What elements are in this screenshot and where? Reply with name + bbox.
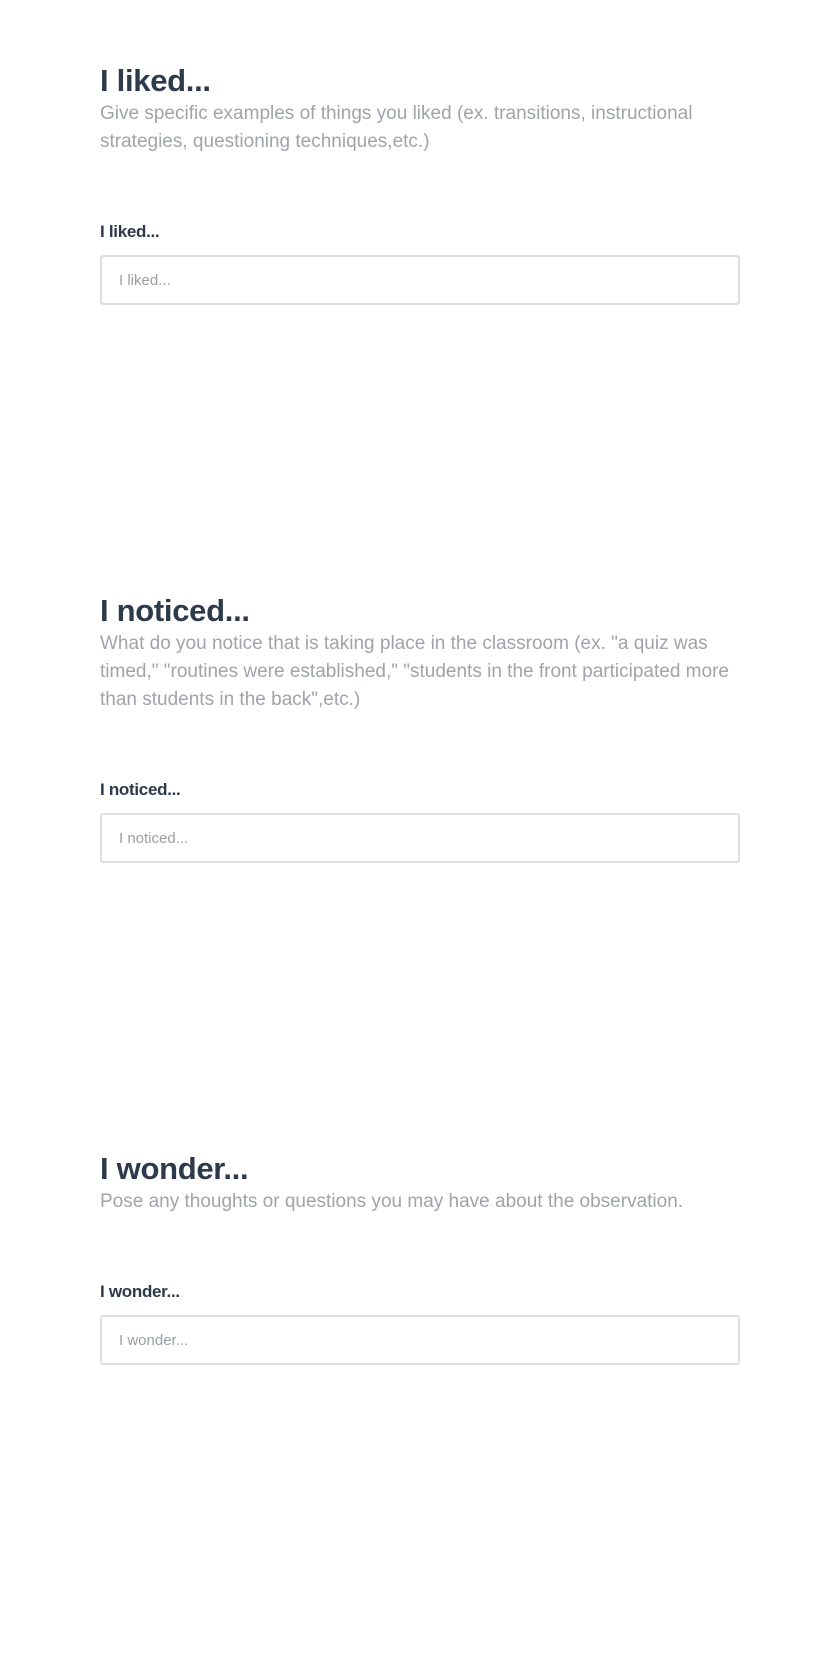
noticed-input[interactable] (100, 813, 740, 863)
section-description-wonder: Pose any thoughts or questions you may have about the observation. (100, 1191, 684, 1212)
section-title-noticed: I noticed... (100, 593, 250, 628)
section-title-wonder: I wonder... (100, 1151, 249, 1186)
field-label-noticed: I noticed... (100, 780, 181, 799)
section-description-liked: Give specific examples of things you liked (ex. transitions, instructional strategies, questioning techniques,etc.) (100, 103, 693, 152)
section-noticed (100, 592, 740, 799)
field-label-liked: I liked... (100, 222, 160, 241)
section-title-liked: I liked... (100, 63, 211, 98)
liked-input[interactable] (100, 255, 740, 305)
wonder-input[interactable] (100, 1315, 740, 1365)
section-wonder (100, 1150, 740, 1301)
section-description-noticed: What do you notice that is taking place in the classroom (ex. "a quiz was timed," "routines were established," "students in the front participated more than students in the back",etc.) (100, 633, 729, 710)
field-label-wonder: I wonder... (100, 1282, 180, 1301)
section-liked (100, 62, 740, 241)
